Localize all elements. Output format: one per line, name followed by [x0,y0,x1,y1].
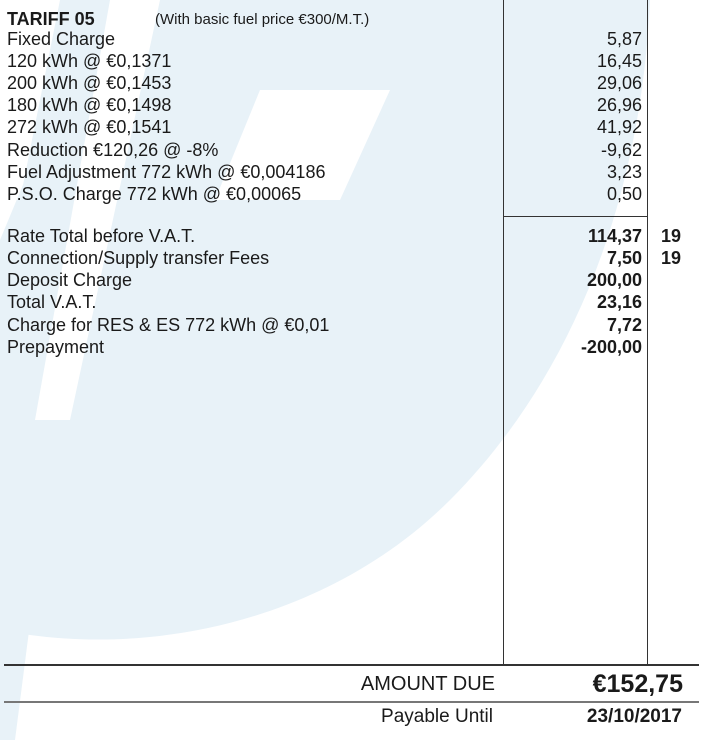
tariff-title: TARIFF 05 [7,9,95,29]
charge-row [0,117,721,139]
total-row [0,248,721,270]
charge-row [0,95,721,117]
total-description: Connection/Supply transfer Fees [7,248,270,268]
charge-description: 272 kWh @ €0,1541 [7,117,172,137]
charge-description: Reduction €120,26 @ -8% [7,140,219,160]
payable-until-date: 23/10/2017 [586,706,682,727]
total-amount: 7,50 [606,248,642,268]
payable-until-label: Payable Until [381,706,493,727]
total-amount: 7,72 [606,315,642,335]
charge-amount: 0,50 [606,184,642,204]
total-row [0,270,721,292]
charge-description: 120 kWh @ €0,1371 [7,51,172,71]
charge-amount: 41,92 [596,117,642,137]
charge-description: Fuel Adjustment 772 kWh @ €0,004186 [7,162,326,182]
amount-due-bottom-rule [4,701,699,703]
amount-due-label: AMOUNT DUE [360,673,495,695]
total-row [0,315,721,337]
charge-row [0,29,721,51]
tariff-note: (With basic fuel price €300/M.T.) [155,11,370,28]
vat-rate: 19 [661,248,682,268]
charge-row [0,73,721,95]
charge-row [0,184,721,206]
charge-amount: 16,45 [596,51,642,71]
charge-description: 180 kWh @ €0,1498 [7,95,172,115]
charge-row [0,140,721,162]
total-amount: 200,00 [586,270,642,290]
total-description: Charge for RES & ES 772 kWh @ €0,01 [7,315,330,335]
vat-rate: 19 [661,226,682,246]
total-description: Prepayment [7,337,105,357]
charge-description: 200 kWh @ €0,1453 [7,73,172,93]
total-row [0,337,721,359]
total-description: Total V.A.T. [7,292,97,312]
total-amount: 114,37 [587,226,642,246]
charge-row [0,51,721,73]
charge-description: P.S.O. Charge 772 kWh @ €0,00065 [7,184,302,204]
charge-amount: 3,23 [606,162,642,182]
charge-amount: 5,87 [606,29,642,49]
subtotal-divider [503,216,648,217]
charge-amount: 29,06 [596,73,642,93]
amount-due-value: €152,75 [592,670,683,698]
amount-due-top-rule [4,664,699,666]
total-row [0,226,721,248]
total-row [0,292,721,314]
charge-amount: -9,62 [600,140,642,160]
charge-amount: 26,96 [596,95,642,115]
total-amount: 23,16 [596,292,642,312]
charge-row [0,162,721,184]
total-description: Deposit Charge [7,270,133,290]
total-amount: -200,00 [580,337,642,357]
charge-description: Fixed Charge [7,29,116,49]
total-description: Rate Total before V.A.T. [7,226,196,246]
